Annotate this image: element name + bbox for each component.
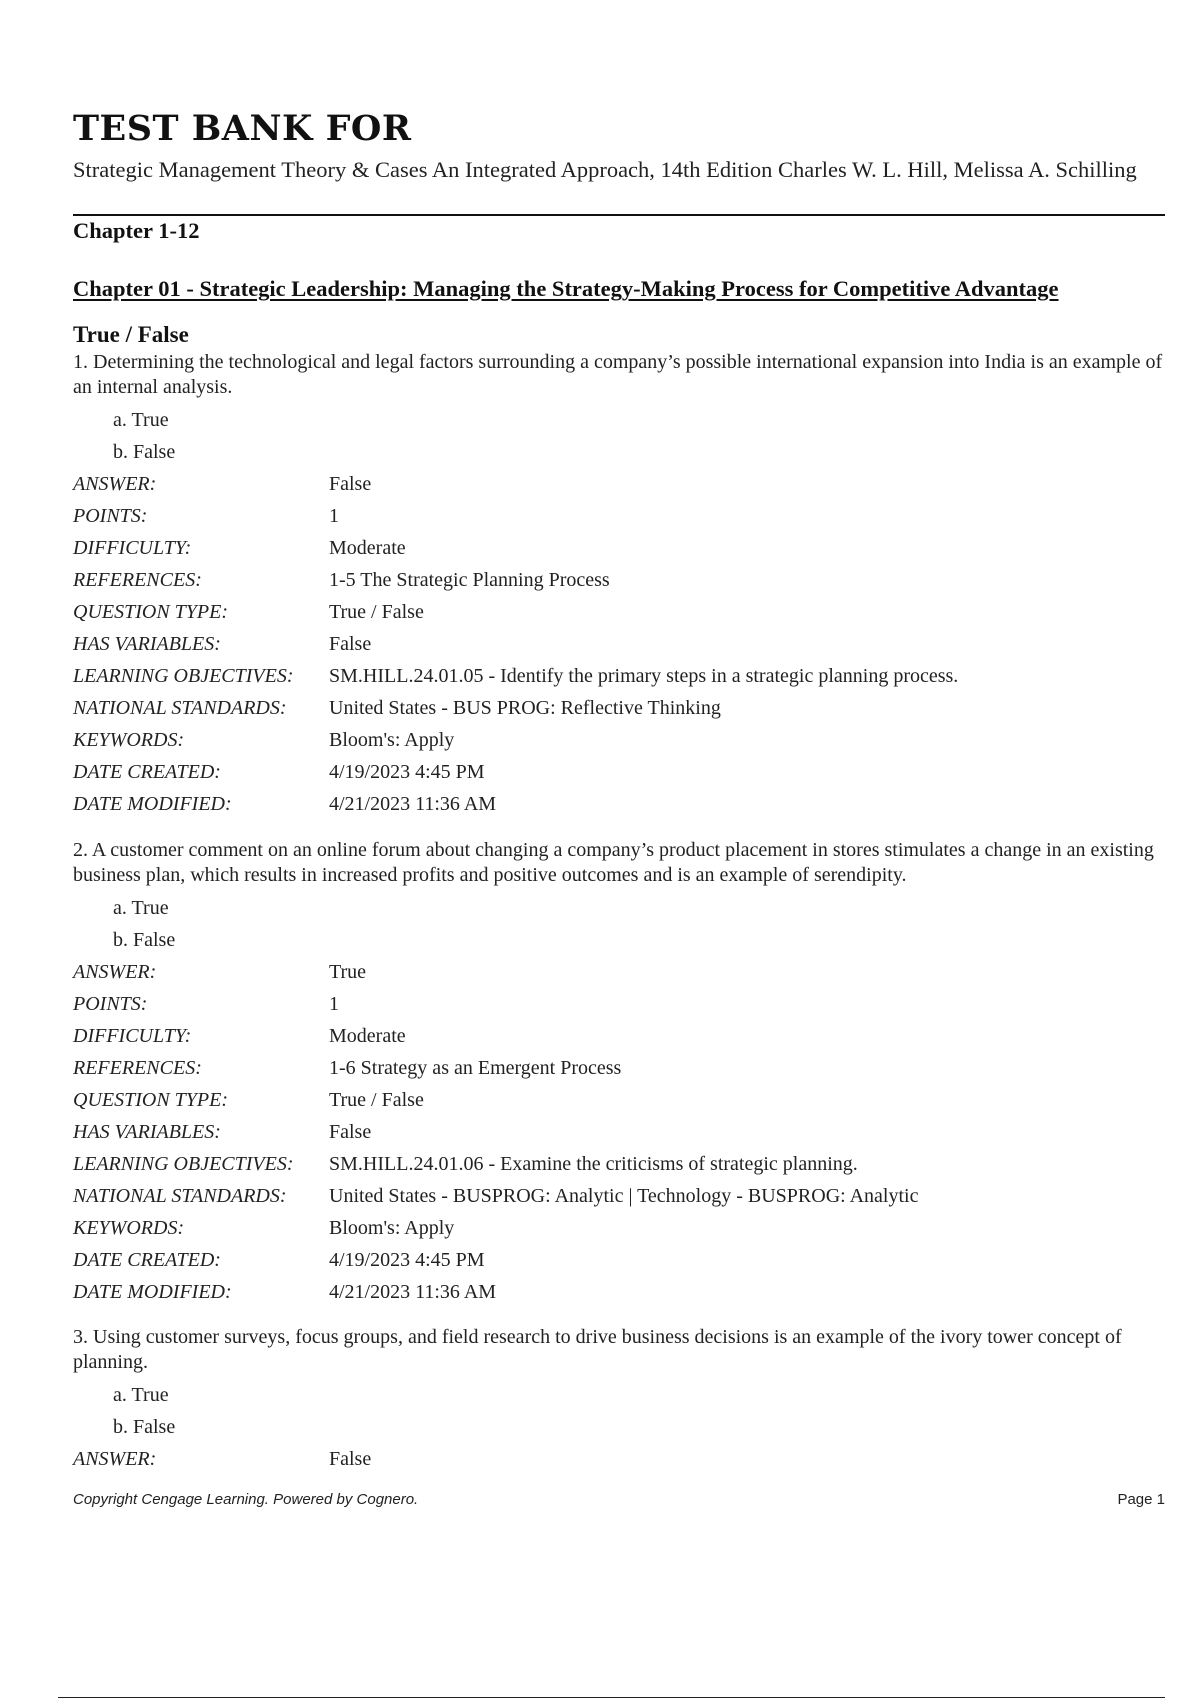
meta-question-type: QUESTION TYPE: True / False bbox=[73, 600, 424, 623]
chapter-heading: Chapter 01 - Strategic Leadership: Managing the Strategy-Making Process for Competitive Advantage bbox=[73, 276, 1059, 301]
meta-answer: ANSWER: True bbox=[73, 960, 367, 983]
meta-date-modified: DATE MODIFIED: 4/21/2023 11:36 AM bbox=[73, 1280, 497, 1303]
option-false: b. False bbox=[113, 929, 176, 951]
meta-points: POINTS: 1 bbox=[73, 504, 339, 527]
question-metadata bbox=[73, 468, 1165, 820]
question-metadata bbox=[73, 1443, 1165, 1475]
question-text: 1. Determining the technological and legal factors surrounding a company’s possible international expansion into India is an example of an internal analysis. bbox=[73, 351, 1163, 398]
option-true: a. True bbox=[113, 409, 169, 431]
meta-date-created: DATE CREATED: 4/19/2023 4:45 PM bbox=[73, 760, 485, 783]
question-metadata bbox=[73, 956, 1165, 1308]
meta-difficulty: DIFFICULTY: Moderate bbox=[73, 1024, 406, 1047]
option-false: b. False bbox=[113, 441, 176, 463]
meta-has-variables: HAS VARIABLES: False bbox=[73, 1120, 372, 1143]
answer-options bbox=[73, 1379, 1165, 1443]
option-true: a. True bbox=[113, 897, 169, 919]
page-number: Page 1 bbox=[1117, 1491, 1165, 1508]
meta-points: POINTS: 1 bbox=[73, 992, 339, 1015]
option-false: b. False bbox=[113, 1416, 176, 1438]
meta-learning-objectives: LEARNING OBJECTIVES: SM.HILL.24.01.06 - Examine the criticisms of strategic planning. bbox=[73, 1152, 858, 1175]
meta-question-type: QUESTION TYPE: True / False bbox=[73, 1088, 424, 1111]
meta-answer: ANSWER: False bbox=[73, 472, 372, 495]
option-true: a. True bbox=[113, 1384, 169, 1406]
question-text: 2. A customer comment on an online forum about changing a company’s product placement in stores stimulates a change in an existing business plan, which results in increased profits and positive outcomes and is an example of serendipity. bbox=[73, 839, 1154, 886]
meta-answer: ANSWER: False bbox=[73, 1447, 372, 1470]
meta-keywords: KEYWORDS: Bloom's: Apply bbox=[73, 728, 455, 751]
question-3 bbox=[73, 1325, 1165, 1475]
meta-has-variables: HAS VARIABLES: False bbox=[73, 632, 372, 655]
meta-references: REFERENCES: 1-5 The Strategic Planning Process bbox=[73, 568, 610, 591]
page-bottom-divider bbox=[58, 1697, 1165, 1698]
meta-learning-objectives: LEARNING OBJECTIVES: SM.HILL.24.01.05 - Identify the primary steps in a strategic planning process. bbox=[73, 664, 959, 687]
meta-keywords: KEYWORDS: Bloom's: Apply bbox=[73, 1216, 455, 1239]
meta-difficulty: DIFFICULTY: Moderate bbox=[73, 536, 406, 559]
answer-options bbox=[73, 404, 1165, 468]
section-heading: True / False bbox=[73, 322, 189, 347]
meta-national-standards: NATIONAL STANDARDS: United States - BUS PROG: Reflective Thinking bbox=[73, 696, 721, 719]
answer-options bbox=[73, 892, 1165, 956]
meta-date-modified: DATE MODIFIED: 4/21/2023 11:36 AM bbox=[73, 792, 497, 815]
copyright-notice: Copyright Cengage Learning. Powered by Cognero. bbox=[73, 1491, 419, 1508]
meta-references: REFERENCES: 1-6 Strategy as an Emergent Process bbox=[73, 1056, 622, 1079]
document-subtitle: Strategic Management Theory & Cases An Integrated Approach, 14th Edition Charles W. L. Hill, Melissa A. Schilling bbox=[73, 157, 1137, 182]
document-title: TEST BANK FOR bbox=[73, 108, 412, 149]
chapter-range: Chapter 1-12 bbox=[73, 218, 200, 243]
meta-national-standards: NATIONAL STANDARDS: United States - BUSPROG: Analytic | Technology - BUSPROG: Analytic bbox=[73, 1184, 919, 1207]
page-footer bbox=[73, 1491, 1165, 1508]
header-divider bbox=[73, 214, 1165, 216]
question-1 bbox=[73, 350, 1165, 820]
question-text: 3. Using customer surveys, focus groups, and field research to drive business decisions is an example of the ivory tower concept of planning. bbox=[73, 1326, 1122, 1373]
question-2 bbox=[73, 838, 1165, 1308]
meta-date-created: DATE CREATED: 4/19/2023 4:45 PM bbox=[73, 1248, 485, 1271]
